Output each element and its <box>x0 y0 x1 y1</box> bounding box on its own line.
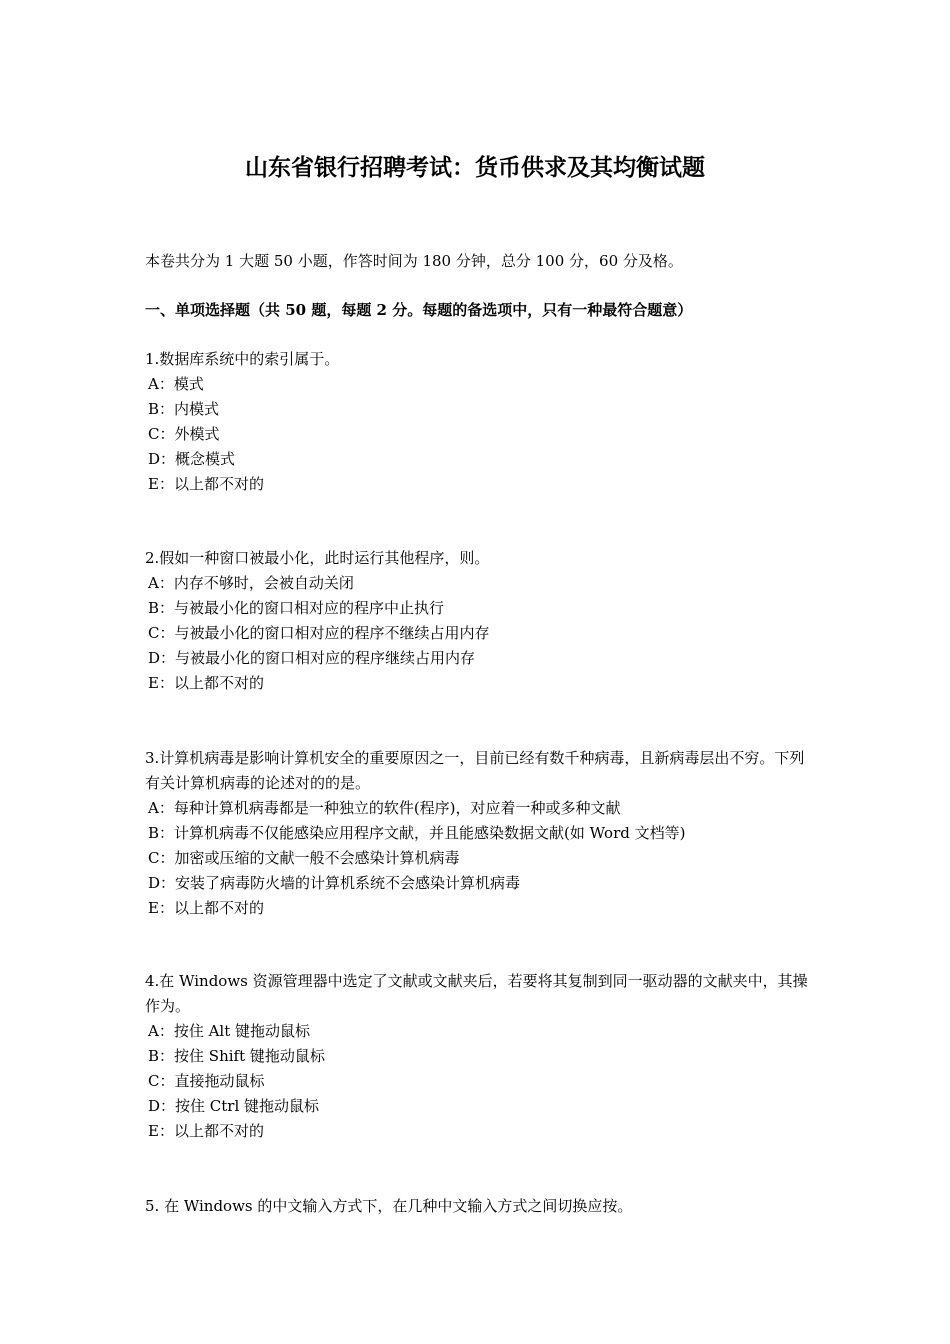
question-text: 1.数据库系统中的索引属于。 <box>145 350 340 368</box>
option-c: C：直接拖动鼠标 <box>148 1072 265 1090</box>
option-d: D：按住 Ctrl 键拖动鼠标 <box>148 1097 320 1115</box>
question-text: 4.在 Windows 资源管理器中选定了文献或文献夹后，若要将其复制到同一驱动器的文献夹中，其操作为。 <box>145 972 808 1015</box>
option-a: A：每种计算机病毒都是一种独立的软件(程序)，对应着一种或多种文献 <box>148 799 621 817</box>
option-list <box>145 372 815 497</box>
option-b: B：内模式 <box>148 400 220 418</box>
option-a: A：模式 <box>148 375 204 393</box>
option-b: B：按住 Shift 键拖动鼠标 <box>148 1047 325 1065</box>
option-e: E：以上都不对的 <box>148 475 264 493</box>
option-d: D：与被最小化的窗口相对应的程序继续占用内存 <box>148 649 476 667</box>
option-a: A：内存不够时，会被自动关闭 <box>148 574 354 592</box>
option-list <box>145 1019 815 1144</box>
question-2 <box>145 546 815 696</box>
option-d: D：概念模式 <box>148 450 236 468</box>
question-5 <box>145 1194 815 1219</box>
option-a: A：按住 Alt 键拖动鼠标 <box>148 1022 311 1040</box>
option-list <box>145 796 815 921</box>
option-c: C：与被最小化的窗口相对应的程序不继续占用内存 <box>148 624 490 642</box>
question-text: 5. 在 Windows 的中文输入方式下，在几种中文输入方式之间切换应按。 <box>145 1197 633 1215</box>
section-heading: 一、单项选择题（共 50 题，每题 2 分。每题的备选项中，只有一种最符合题意） <box>145 301 693 319</box>
question-text: 2.假如一种窗口被最小化，此时运行其他程序，则。 <box>145 549 490 567</box>
option-b: B：与被最小化的窗口相对应的程序中止执行 <box>148 599 445 617</box>
option-c: C：外模式 <box>148 425 220 443</box>
question-4 <box>145 969 815 1144</box>
option-list <box>145 571 815 696</box>
option-c: C：加密或压缩的文献一般不会感染计算机病毒 <box>148 849 460 867</box>
question-3 <box>145 746 815 921</box>
option-e: E：以上都不对的 <box>148 1122 264 1140</box>
option-b: B：计算机病毒不仅能感染应用程序文献，并且能感染数据文献(如 Word 文档等) <box>148 824 686 842</box>
page-title: 山东省银行招聘考试：货币供求及其均衡试题 <box>245 154 705 181</box>
question-1 <box>145 347 815 497</box>
question-text: 3.计算机病毒是影响计算机安全的重要原因之一，目前已经有数千种病毒，且新病毒层出不穷。下列有关计算机病毒的论述对的的是。 <box>145 749 805 792</box>
option-e: E：以上都不对的 <box>148 899 264 917</box>
option-d: D：安装了病毒防火墙的计算机系统不会感染计算机病毒 <box>148 874 521 892</box>
option-e: E：以上都不对的 <box>148 674 264 692</box>
exam-intro: 本卷共分为 1 大题 50 小题，作答时间为 180 分钟，总分 100 分，60 分及格。 <box>145 252 683 270</box>
